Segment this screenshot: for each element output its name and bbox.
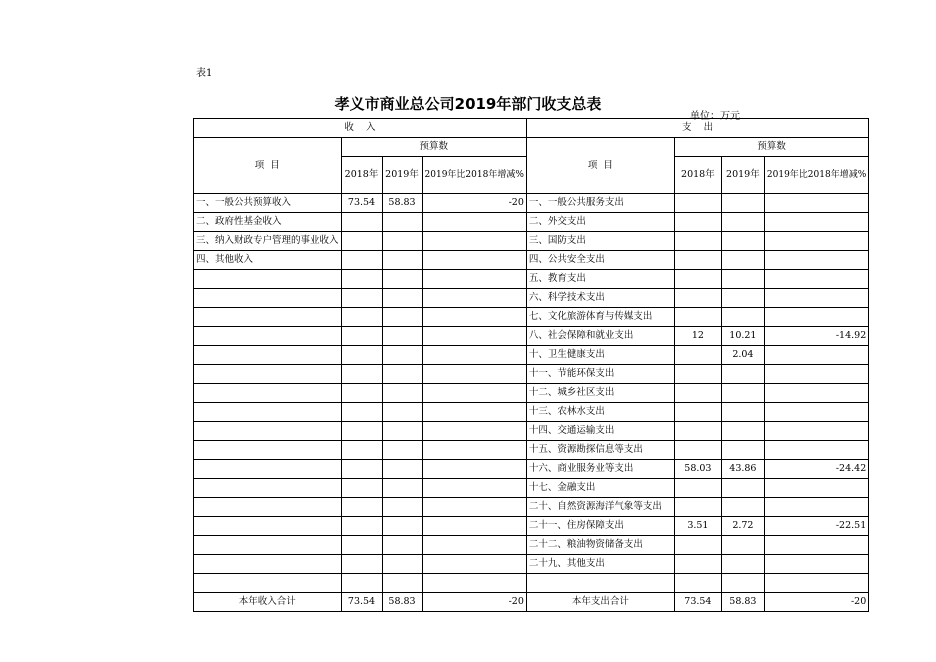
income-2019-cell [382,422,422,441]
income-2018-cell [341,251,382,270]
expense-item-cell: 六、科学技术支出 [526,289,674,308]
table-row [194,270,869,289]
expense-item-cell: 二十九、其他支出 [526,555,674,574]
income-2019-header: 2019年 [382,157,422,194]
table-row [194,232,869,251]
income-total-2018: 73.54 [341,593,382,612]
income-2018-cell [341,270,382,289]
unit-label: 单位：万元 [690,111,740,122]
expense-budget-header: 预算数 [674,138,868,157]
income-change-header: 2019年比2018年增减% [422,157,526,194]
expense-2018-cell [674,232,721,251]
expense-2019-cell [721,289,764,308]
expense-change-cell: -22.51 [764,517,868,536]
income-item-cell: 四、其他收入 [194,251,342,270]
expense-2019-cell [721,422,764,441]
income-change-cell [422,536,526,555]
budget-table [193,118,869,612]
income-2018-cell [341,403,382,422]
expense-item-cell: 二十、自然资源海洋气象等支出 [526,498,674,517]
income-item-cell [194,498,342,517]
table-row [194,289,869,308]
income-item-cell [194,289,342,308]
income-2019-cell [382,498,422,517]
income-2018-cell [341,308,382,327]
income-2018-cell [341,327,382,346]
expense-item-cell: 五、教育支出 [526,270,674,289]
expense-2019-cell [721,308,764,327]
income-2019-cell [382,384,422,403]
table-row [194,517,869,536]
income-2019-cell [382,403,422,422]
income-2019-cell [382,574,422,593]
income-2019-cell [382,213,422,232]
expense-2018-cell [674,365,721,384]
income-item-cell [194,365,342,384]
income-2019-cell [382,308,422,327]
table-row [194,422,869,441]
income-2018-cell [341,479,382,498]
table-row [194,308,869,327]
income-2018-cell [341,460,382,479]
income-2019-cell [382,346,422,365]
income-item-cell [194,517,342,536]
expense-item-cell: 三、国防支出 [526,232,674,251]
total-row [194,593,869,612]
expense-2019-cell: 2.04 [721,346,764,365]
expense-change-cell [764,384,868,403]
expense-2018-cell: 12 [674,327,721,346]
income-item-cell [194,327,342,346]
expense-change-cell [764,479,868,498]
expense-2019-cell [721,365,764,384]
expense-change-cell [764,574,868,593]
income-item-cell [194,270,342,289]
expense-item-cell: 一、一般公共服务支出 [526,194,674,213]
income-change-cell [422,517,526,536]
table-row [194,574,869,593]
expense-2019-cell: 10.21 [721,327,764,346]
expense-2018-cell [674,536,721,555]
income-2019-cell [382,460,422,479]
expense-change-cell [764,365,868,384]
income-change-cell [422,403,526,422]
table-row [194,479,869,498]
expense-item-cell [526,574,674,593]
income-item-cell [194,555,342,574]
expense-2018-cell [674,289,721,308]
income-2018-cell [341,384,382,403]
expense-total-2019: 58.83 [721,593,764,612]
expense-2019-cell [721,555,764,574]
income-change-cell [422,384,526,403]
expense-change-cell [764,498,868,517]
table-row [194,251,869,270]
expense-item-cell: 十三、农林水支出 [526,403,674,422]
expense-header: 支 出 [526,119,868,138]
expense-item-header: 项 目 [526,138,674,194]
expense-2018-cell: 58.03 [674,460,721,479]
expense-2019-cell [721,384,764,403]
expense-change-cell: -14.92 [764,327,868,346]
income-change-cell: -20 [422,194,526,213]
table-row [194,403,869,422]
income-2019-cell [382,251,422,270]
expense-2019-header: 2019年 [721,157,764,194]
expense-2019-cell: 2.72 [721,517,764,536]
expense-item-cell: 七、文化旅游体育与传媒支出 [526,308,674,327]
expense-2018-cell [674,270,721,289]
income-2019-cell [382,365,422,384]
income-change-cell [422,308,526,327]
income-item-cell [194,403,342,422]
expense-item-cell: 二十二、粮油物资储备支出 [526,536,674,555]
expense-2018-cell [674,403,721,422]
income-change-cell [422,327,526,346]
expense-2018-header: 2018年 [674,157,721,194]
income-2019-cell [382,289,422,308]
table-row [194,460,869,479]
expense-item-cell: 四、公共安全支出 [526,251,674,270]
expense-change-cell [764,251,868,270]
income-2019-cell [382,270,422,289]
expense-change-cell: -24.42 [764,460,868,479]
income-2018-cell [341,574,382,593]
income-2018-cell [341,365,382,384]
expense-change-cell [764,555,868,574]
expense-2019-cell [721,498,764,517]
expense-2018-cell [674,441,721,460]
expense-item-cell: 十一、节能环保支出 [526,365,674,384]
income-2018-cell [341,213,382,232]
expense-2018-cell [674,384,721,403]
table-row [194,194,869,213]
income-2018-cell [341,517,382,536]
income-2019-cell [382,517,422,536]
expense-item-cell: 十、卫生健康支出 [526,346,674,365]
income-header: 收 入 [194,119,527,138]
income-item-cell [194,441,342,460]
table-row [194,498,869,517]
income-change-cell [422,270,526,289]
expense-change-cell [764,441,868,460]
expense-2018-cell [674,251,721,270]
expense-change-cell [764,270,868,289]
income-item-cell: 二、政府性基金收入 [194,213,342,232]
income-2018-header: 2018年 [341,157,382,194]
expense-change-cell [764,422,868,441]
income-2019-cell [382,555,422,574]
expense-item-cell: 二、外交支出 [526,213,674,232]
income-change-cell [422,346,526,365]
expense-change-cell [764,232,868,251]
income-item-cell [194,308,342,327]
expense-2018-cell [674,194,721,213]
expense-total-2018: 73.54 [674,593,721,612]
income-item-cell [194,536,342,555]
income-change-cell [422,460,526,479]
expense-change-header: 2019年比2018年增减% [764,157,868,194]
income-2019-cell [382,232,422,251]
expense-2018-cell: 3.51 [674,517,721,536]
income-budget-header: 预算数 [341,138,526,157]
expense-change-cell [764,346,868,365]
income-2019-cell [382,479,422,498]
expense-2019-cell [721,479,764,498]
expense-item-cell: 二十一、住房保障支出 [526,517,674,536]
income-item-cell: 一、一般公共预算收入 [194,194,342,213]
expense-change-cell [764,213,868,232]
income-item-cell [194,574,342,593]
income-change-cell [422,365,526,384]
income-2018-cell: 73.54 [341,194,382,213]
expense-change-cell [764,403,868,422]
income-change-cell [422,441,526,460]
header-row-1 [194,119,869,138]
expense-change-cell [764,289,868,308]
table-row [194,536,869,555]
income-item-cell [194,422,342,441]
expense-2018-cell [674,555,721,574]
income-item-cell [194,460,342,479]
income-change-cell [422,422,526,441]
expense-item-cell: 十四、交通运输支出 [526,422,674,441]
table-number-label: 表1 [196,68,213,79]
income-change-cell [422,555,526,574]
expense-2019-cell [721,403,764,422]
table-row [194,346,869,365]
table-row [194,365,869,384]
expense-item-cell: 十二、城乡社区支出 [526,384,674,403]
expense-2018-cell [674,213,721,232]
table-row [194,327,869,346]
income-change-cell [422,574,526,593]
income-total-label: 本年收入合计 [194,593,342,612]
expense-2019-cell [721,232,764,251]
table-row [194,555,869,574]
income-2018-cell [341,289,382,308]
income-2018-cell [341,536,382,555]
income-total-2019: 58.83 [382,593,422,612]
expense-2018-cell [674,308,721,327]
income-item-cell: 三、纳入财政专户管理的事业收入 [194,232,342,251]
income-2019-cell [382,536,422,555]
table-row [194,441,869,460]
expense-item-cell: 十七、金融支出 [526,479,674,498]
income-2019-cell: 58.83 [382,194,422,213]
income-item-cell [194,346,342,365]
income-total-change: -20 [422,593,526,612]
page-title: 孝义市商业总公司2019年部门收支总表 [334,95,602,113]
expense-2019-cell [721,574,764,593]
expense-item-cell: 十五、资源勘探信息等支出 [526,441,674,460]
expense-item-cell: 十六、商业服务业等支出 [526,460,674,479]
expense-total-change: -20 [764,593,868,612]
table-row [194,213,869,232]
income-item-cell [194,384,342,403]
income-2018-cell [341,232,382,251]
income-2019-cell [382,441,422,460]
expense-2018-cell [674,479,721,498]
table-row [194,384,869,403]
income-2018-cell [341,498,382,517]
expense-2018-cell [674,346,721,365]
income-change-cell [422,213,526,232]
expense-2019-cell [721,536,764,555]
expense-2018-cell [674,422,721,441]
expense-2019-cell: 43.86 [721,460,764,479]
income-change-cell [422,498,526,517]
income-2018-cell [341,441,382,460]
income-item-header: 项 目 [194,138,342,194]
expense-total-label: 本年支出合计 [526,593,674,612]
income-2018-cell [341,422,382,441]
expense-change-cell [764,308,868,327]
expense-change-cell [764,536,868,555]
income-change-cell [422,251,526,270]
expense-2019-cell [721,213,764,232]
income-change-cell [422,479,526,498]
expense-2019-cell [721,441,764,460]
expense-2019-cell [721,194,764,213]
income-change-cell [422,289,526,308]
income-2019-cell [382,327,422,346]
header-row-2 [194,138,869,157]
income-change-cell [422,232,526,251]
expense-2019-cell [721,270,764,289]
expense-2019-cell [721,251,764,270]
expense-2018-cell [674,574,721,593]
expense-2018-cell [674,498,721,517]
expense-item-cell: 八、社会保障和就业支出 [526,327,674,346]
expense-change-cell [764,194,868,213]
income-item-cell [194,479,342,498]
income-2018-cell [341,346,382,365]
income-2018-cell [341,555,382,574]
